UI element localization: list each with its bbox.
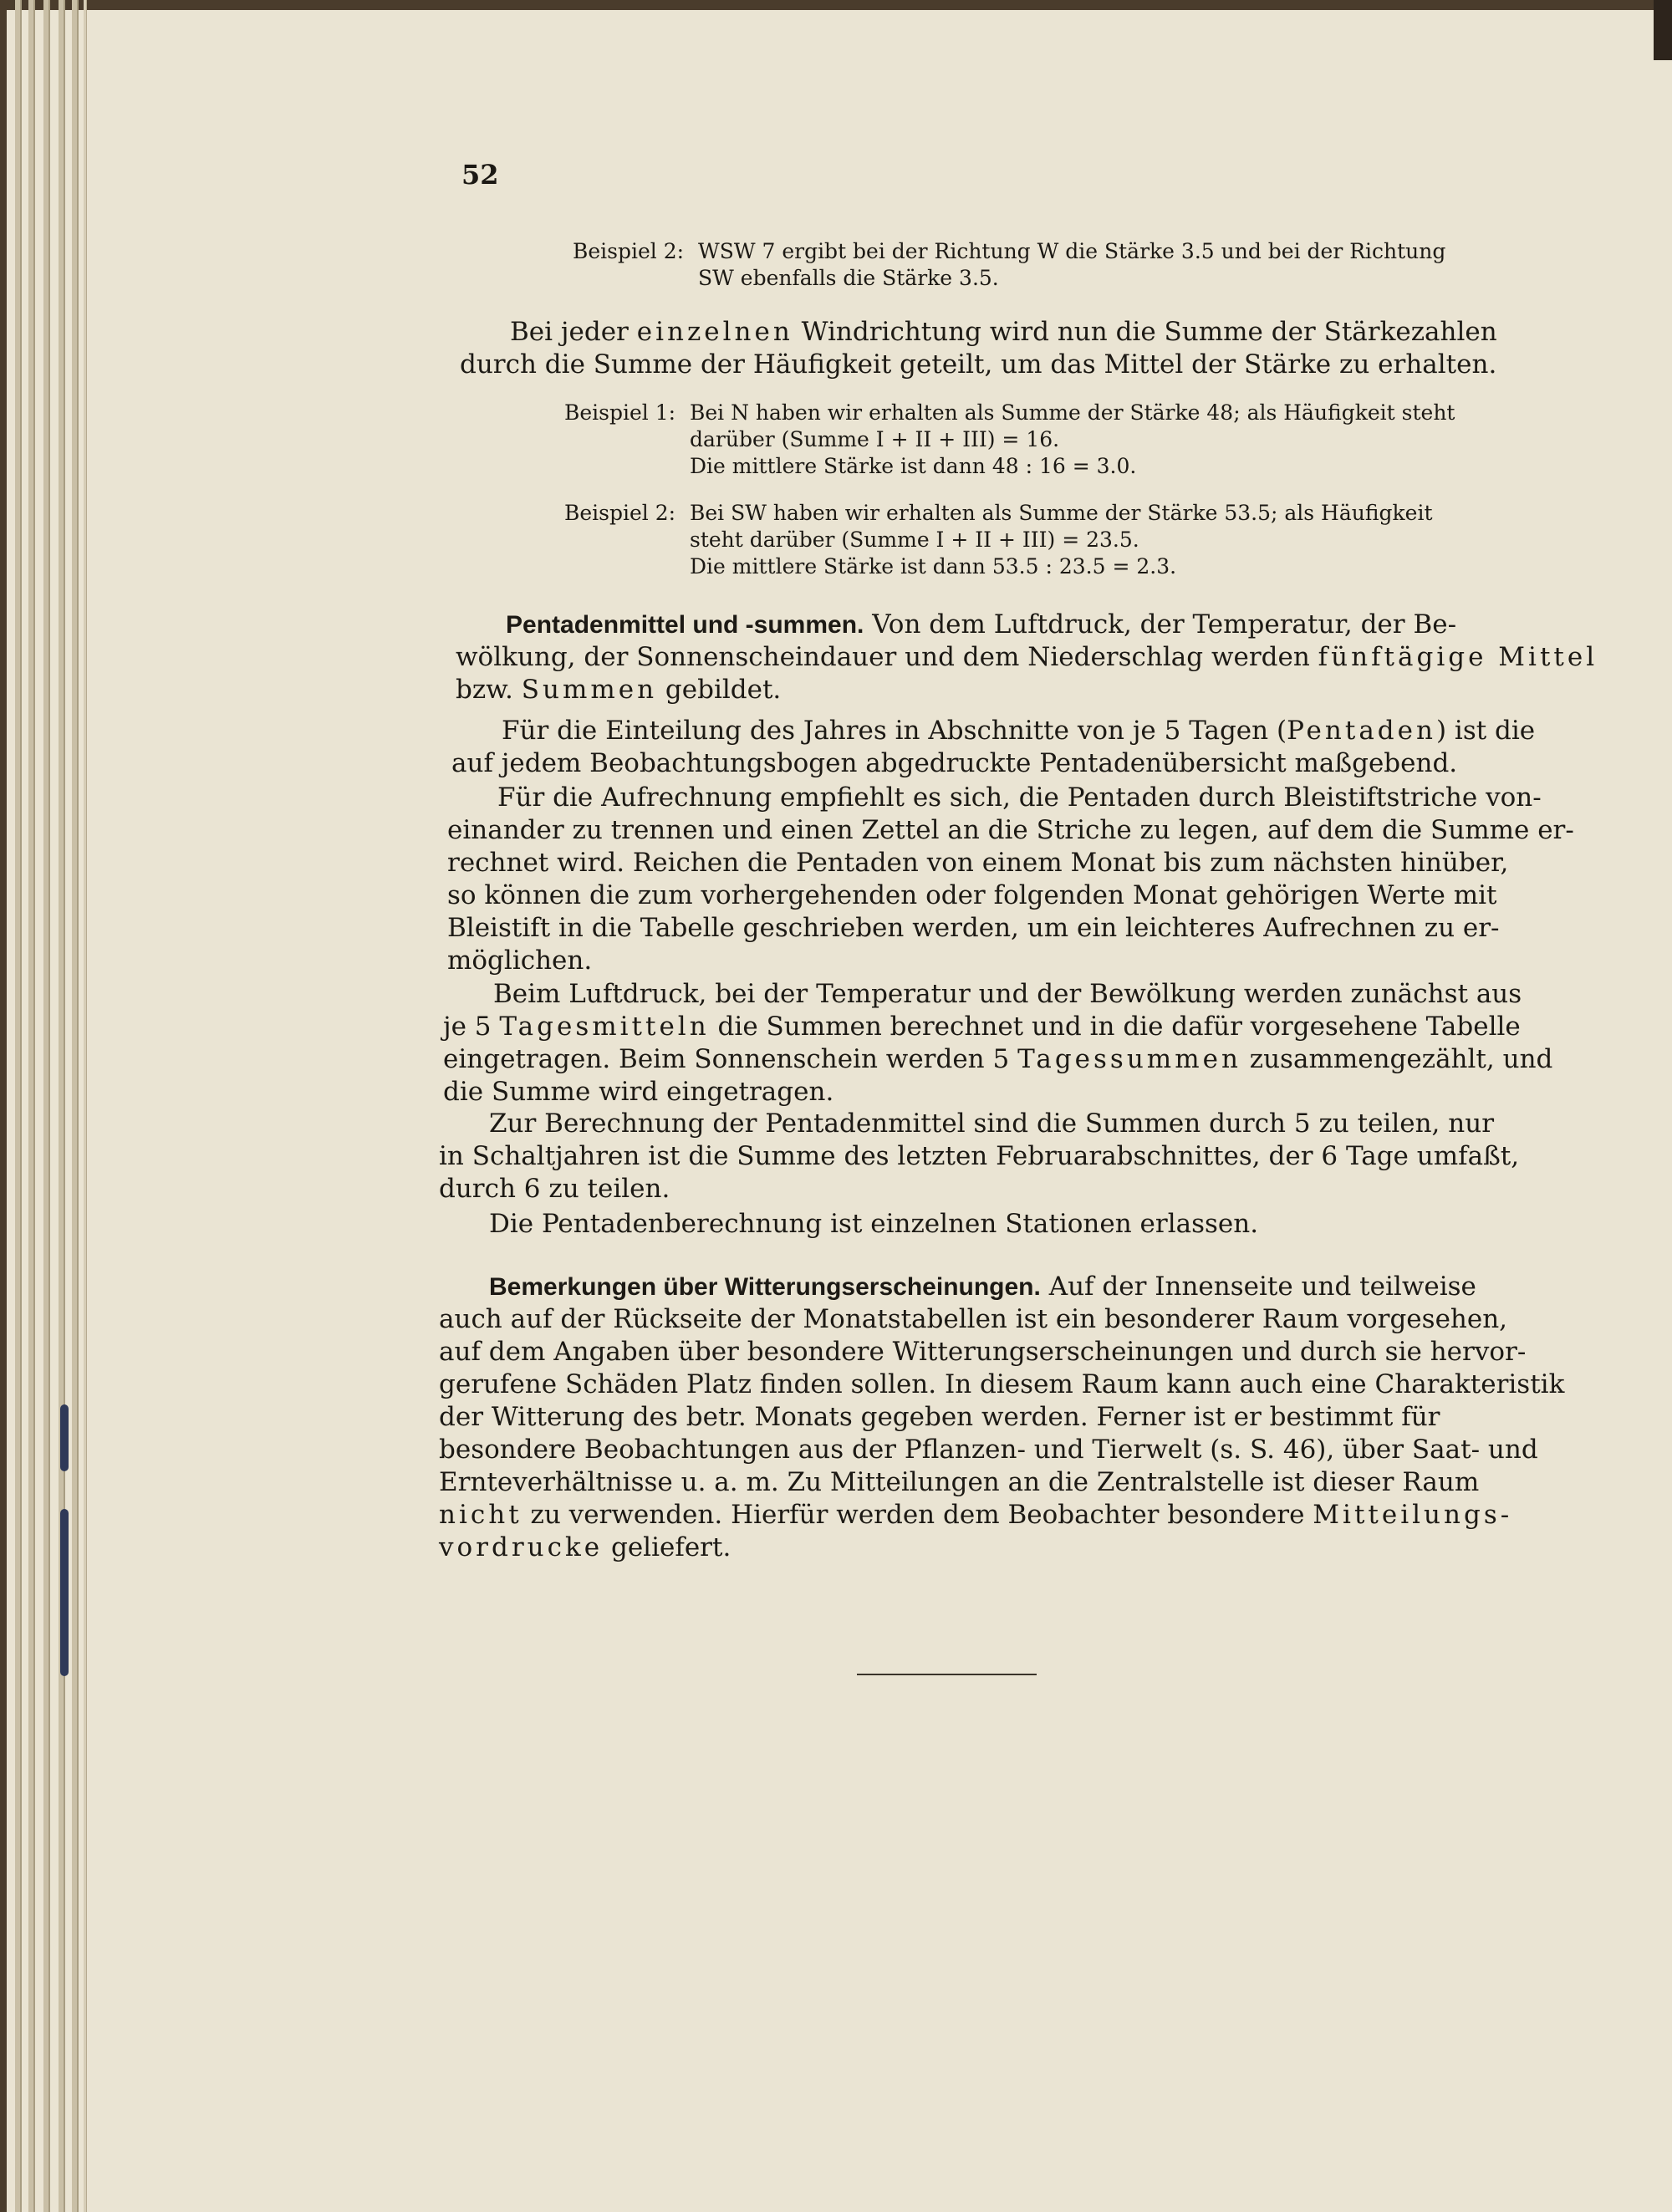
- text-line: Ernteverhältnisse u. a. m. Zu Mitteilungen an die Zentralstelle ist dieser Raum: [439, 1467, 1480, 1497]
- text-run: Von dem Luftdruck, der Temperatur, der Be-: [864, 609, 1457, 640]
- text-line: [443, 1011, 1521, 1043]
- text-run: Windrichtung wird nun die Summe der Stärkezahlen: [793, 317, 1497, 347]
- text-run: ) ist die: [1435, 716, 1536, 746]
- text-line: gerufene Schäden Platz finden sollen. In diesem Raum kann auch eine Charakteristik: [439, 1369, 1565, 1399]
- text-line: möglichen.: [447, 945, 593, 976]
- paragraph-berechnung: [439, 1108, 1520, 1205]
- text-line: in Schaltjahren ist die Summe des letzten Februarabschnittes, der 6 Tage umfaßt,: [439, 1141, 1520, 1171]
- section-bemerkungen: [439, 1271, 1565, 1564]
- paragraph-luftdruck: [443, 978, 1553, 1109]
- example-line: Die mittlere Stärke ist dann 53.5 : 23.5 = 2.3.: [690, 554, 1177, 578]
- page-stack-edge: [28, 0, 35, 2212]
- example-body: [690, 500, 1459, 580]
- ink-mark: [60, 1509, 69, 1676]
- text-run: eingetragen. Beim Sonnenschein werden 5: [443, 1044, 1018, 1074]
- text-line: die Summe wird eingetragen.: [443, 1077, 834, 1107]
- example-label: Beispiel 2:: [573, 239, 685, 263]
- text-line: rechnet wird. Reichen die Pentaden von einem Monat bis zum nächsten hinüber,: [447, 848, 1509, 878]
- text-line: Die Pentadenberechnung ist einzelnen Stationen erlassen.: [489, 1209, 1259, 1239]
- text-line: durch 6 zu teilen.: [439, 1174, 670, 1204]
- paragraph-mean-strength: [460, 316, 1497, 381]
- page-stack-edge: [59, 0, 65, 2212]
- text-run: Bei jeder: [510, 317, 637, 347]
- spaced-emphasis: vordrucke: [439, 1532, 604, 1562]
- example-line: steht darüber (Summe I + II + III) = 23.5.: [690, 528, 1139, 552]
- spaced-emphasis: Summen: [521, 675, 658, 705]
- example-line: Bei SW haben wir erhalten als Summe der Stärke 53.5; als Häufigkeit: [690, 501, 1433, 525]
- text-run: wölkung, der Sonnenscheindauer und dem Niederschlag werden: [456, 642, 1318, 672]
- text-line: [439, 1271, 1476, 1303]
- example-label: Beispiel 2:: [564, 501, 676, 525]
- text-line: [460, 316, 1497, 349]
- text-run: Auf der Innenseite und teilweise: [1040, 1272, 1476, 1302]
- paragraph-erlassen: [439, 1208, 1450, 1241]
- paragraph-einteilung: [451, 715, 1536, 780]
- text-run: die Summen berechnet und in die dafür vorgesehene Tabelle: [709, 1012, 1521, 1042]
- scan-corner-shadow: [1654, 0, 1672, 60]
- spaced-emphasis: fünftägige Mittel: [1318, 642, 1598, 672]
- example-body: [698, 238, 1459, 292]
- text-run: zusammengezählt, und: [1241, 1044, 1553, 1074]
- text-line: [456, 609, 1457, 641]
- text-line: auf dem Angaben über besondere Witterungserscheinungen und durch sie hervor-: [439, 1337, 1527, 1367]
- text-run: zu verwenden. Hierfür werden dem Beobachter besondere: [522, 1500, 1313, 1530]
- text-line: der Witterung des betr. Monats gegeben werden. Ferner ist er bestimmt für: [439, 1402, 1440, 1432]
- text-line: so können die zum vorhergehenden oder folgenden Monat gehörigen Werte mit: [447, 880, 1497, 910]
- text-line: [456, 674, 1450, 706]
- text-line: Zur Berechnung der Pentadenmittel sind die Summen durch 5 zu teilen, nur: [489, 1109, 1495, 1139]
- text-line: Für die Aufrechnung empfiehlt es sich, die Pentaden durch Bleistiftstriche von-: [497, 782, 1542, 813]
- text-line: einander zu trennen und einen Zettel an die Striche zu legen, auf dem die Summe er-: [447, 815, 1574, 845]
- text-line: [439, 1499, 1513, 1532]
- page-stack-edge: [43, 0, 50, 2212]
- spaced-emphasis: nicht: [439, 1500, 522, 1530]
- example-line: Die mittlere Stärke ist dann 48 : 16 = 3.0.: [690, 454, 1137, 478]
- text-line: [439, 1532, 1455, 1564]
- scan-top-border: [0, 0, 1672, 10]
- page-stack-edge: [15, 0, 22, 2212]
- spaced-emphasis: einzelnen: [636, 317, 793, 347]
- text-run: geliefert.: [603, 1532, 732, 1562]
- example-line: WSW 7 ergibt bei der Richtung W die Stärke 3.5 und bei der Richtung: [698, 239, 1446, 263]
- example-line: SW ebenfalls die Stärke 3.5.: [698, 266, 999, 290]
- example-wsw: [573, 238, 1459, 292]
- text-line: besondere Beobachtungen aus der Pflanzen- und Tierwelt (s. S. 46), über Saat- und: [439, 1435, 1538, 1465]
- text-line: auf jedem Beobachtungsbogen abgedruckte Pentadenübersicht maßgebend.: [451, 748, 1458, 778]
- example-southwest: [564, 500, 1459, 580]
- example-north: [564, 400, 1459, 480]
- ink-mark: [60, 1404, 69, 1471]
- example-line: Bei N haben wir erhalten als Summe der Stärke 48; als Häufigkeit steht: [690, 400, 1455, 425]
- text-line: [451, 715, 1536, 747]
- spaced-emphasis: Mitteilungs-: [1313, 1500, 1513, 1530]
- text-line: durch die Summe der Häufigkeit geteilt, um das Mittel der Stärke zu erhalten.: [460, 349, 1497, 380]
- text-line: Bleistift in die Tabelle geschrieben werden, um ein leichteres Aufrechnen zu er-: [447, 913, 1500, 943]
- end-of-section-rule: [857, 1674, 1037, 1675]
- section-heading: Bemerkungen über Witterungserscheinungen.: [489, 1273, 1041, 1301]
- text-run: Für die Einteilung des Jahres in Abschnitte von je 5 Tagen (: [502, 716, 1287, 746]
- text-line: [456, 641, 1598, 674]
- text-line: Beim Luftdruck, bei der Temperatur und der Bewölkung werden zunächst aus: [493, 979, 1522, 1009]
- spaced-emphasis: Pentaden: [1287, 716, 1436, 746]
- text-line: auch auf der Rückseite der Monatstabellen ist ein besonderer Raum vorgesehen,: [439, 1304, 1508, 1334]
- page-stack-edge: [72, 0, 79, 2212]
- page-number: 52: [461, 159, 499, 191]
- book-spine-edge: [0, 0, 7, 2212]
- example-body: [690, 400, 1459, 480]
- text-run: gebildet.: [657, 675, 782, 705]
- text-run: je 5: [443, 1012, 500, 1042]
- section-pentadenmittel: [456, 609, 1598, 706]
- example-label: Beispiel 1:: [564, 400, 676, 425]
- text-line: [443, 1043, 1553, 1076]
- example-line: darüber (Summe I + II + III) = 16.: [690, 427, 1060, 451]
- text-run: bzw.: [456, 675, 522, 705]
- paragraph-aufrechnung: [447, 782, 1574, 977]
- page-stack-edge: [84, 0, 87, 2212]
- spaced-emphasis: Tagessummen: [1017, 1044, 1241, 1074]
- spaced-emphasis: Tagesmitteln: [499, 1012, 710, 1042]
- section-heading: Pentadenmittel und -summen.: [506, 611, 864, 639]
